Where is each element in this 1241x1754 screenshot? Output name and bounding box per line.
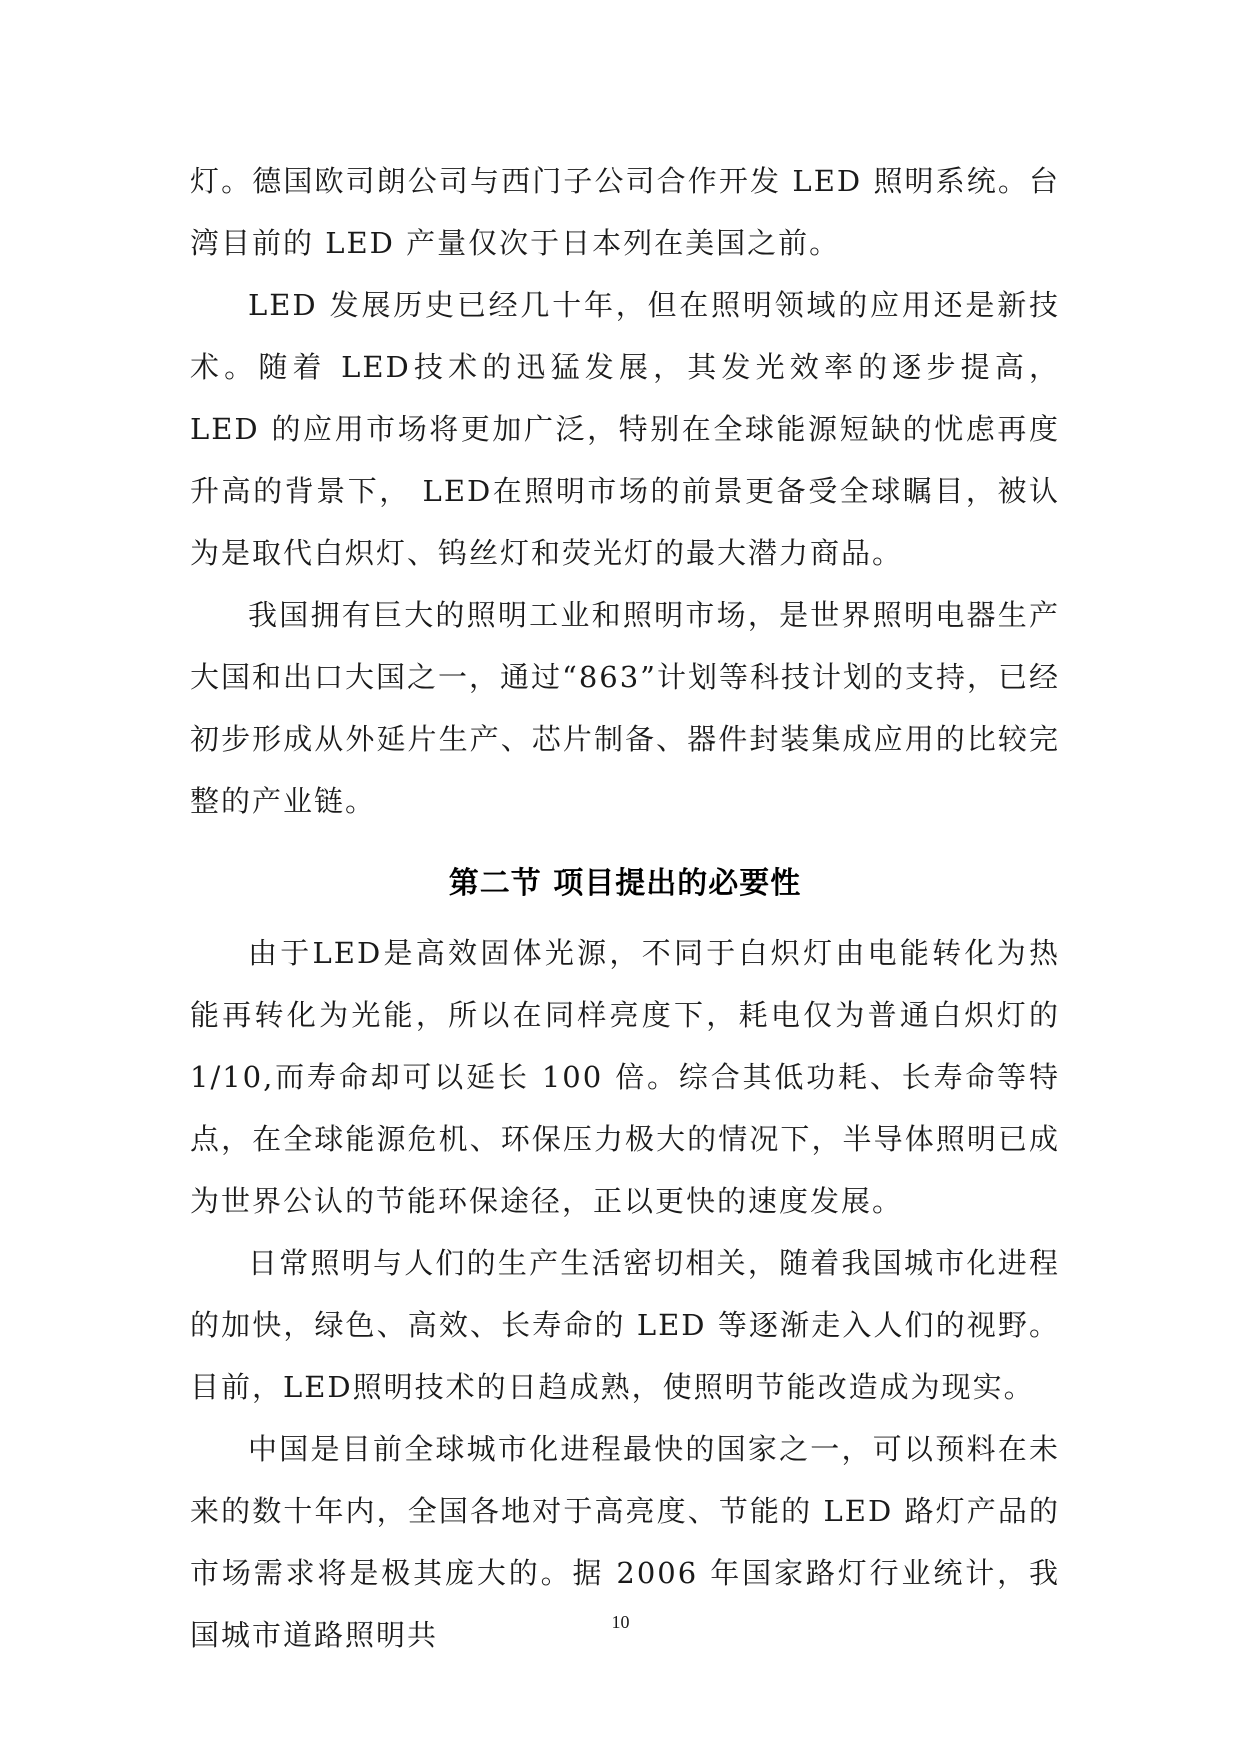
document-body — [190, 150, 1060, 1666]
page-number: 10 — [611, 1612, 630, 1632]
paragraph-2: LED 发展历史已经几十年，但在照明领域的应用还是新技术。随着 LED技术的迅猛发展，其发光效率的逐步提高， LED 的应用市场将更加广泛，特别在全球能源短缺的忧虑再度升高的背景下， LED在照明市场的前景更备受全球瞩目，被认为是取代白炽灯、钨丝灯和荧光灯的最大潜力商品。 — [190, 288, 1060, 570]
paragraph-5: 日常照明与人们的生产生活密切相关，随着我国城市化进程的加快，绿色、高效、长寿命的 LED 等逐渐走入人们的视野。目前，LED照明技术的日趋成熟，使照明节能改造成为现实。 — [190, 1246, 1060, 1404]
paragraph-6: 中国是目前全球城市化进程最快的国家之一，可以预料在未来的数十年内，全国各地对于高亮度、节能的 LED 路灯产品的市场需求将是极其庞大的。据 2006 年国家路灯行业统计，我国城市道路照明共 — [190, 1432, 1060, 1652]
paragraph-4: 由于LED是高效固体光源，不同于白炽灯由电能转化为热能再转化为光能，所以在同样亮度下，耗电仅为普通白炽灯的 1/10,而寿命却可以延长 100 倍。综合其低功耗、长寿命等特点，在全球能源危机、环保压力极大的情况下，半导体照明已成为世界公认的节能环保途径，正以更快的速度发展。 — [190, 936, 1060, 1218]
paragraph-1: 灯。德国欧司朗公司与西门子公司合作开发 LED 照明系统。台湾目前的 LED 产量仅次于日本列在美国之前。 — [190, 164, 1060, 260]
section-heading: 第二节 项目提出的必要性 — [448, 866, 802, 901]
paragraph-3: 我国拥有巨大的照明工业和照明市场，是世界照明电器生产大国和出口大国之一，通过“863”计划等科技计划的支持，已经初步形成从外延片生产、芯片制备、器件封装集成应用的比较完整的产业链。 — [190, 598, 1061, 818]
